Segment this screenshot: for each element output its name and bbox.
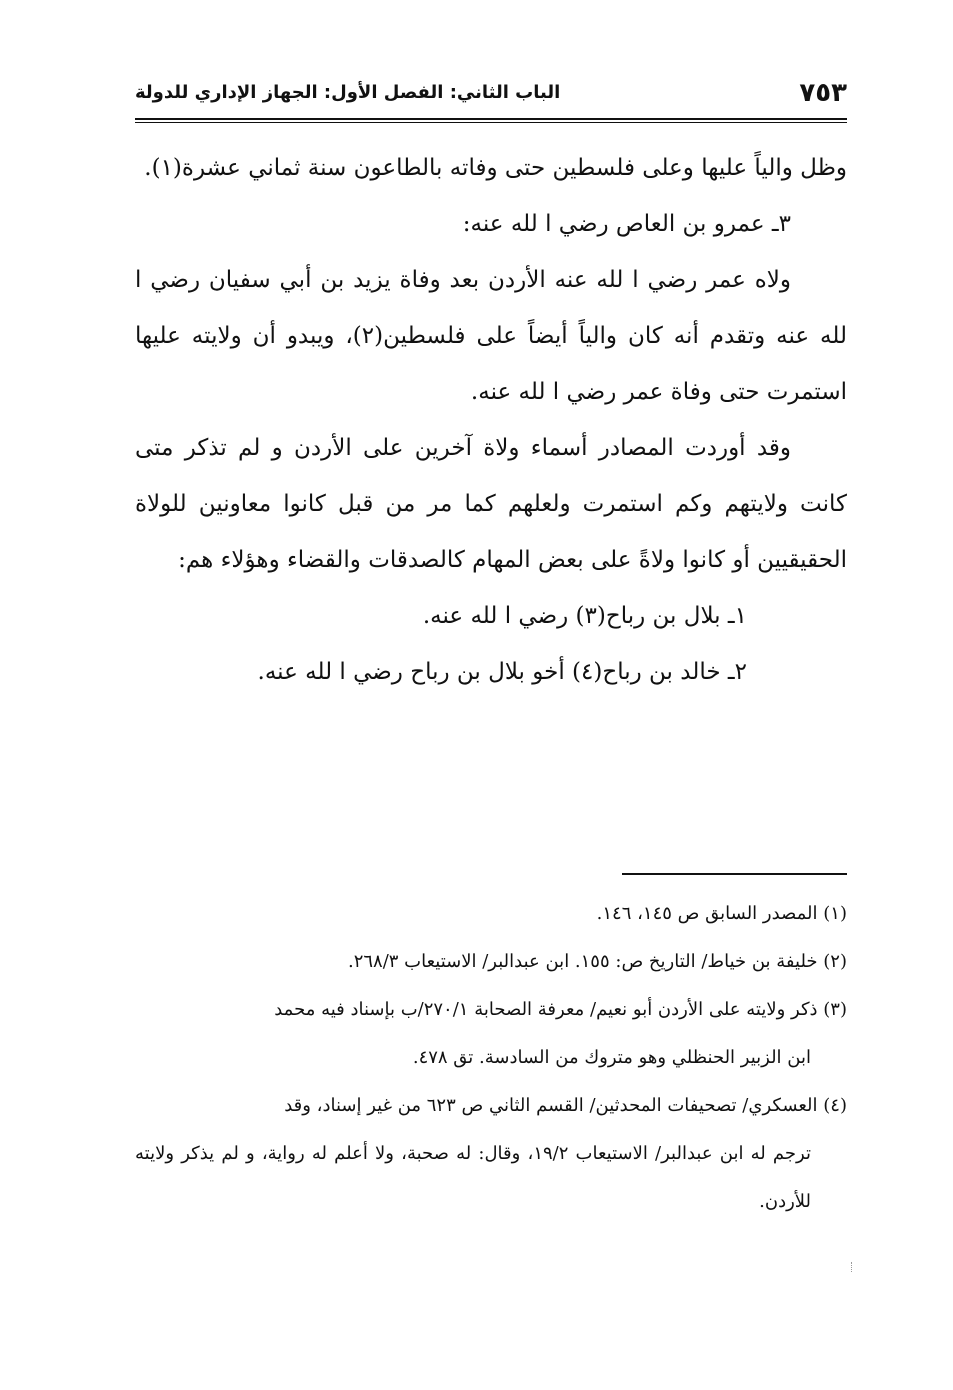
chapter-title: الباب الثاني: الفصل الأول: الجهاز الإداري للدولة [135,82,561,103]
footnote-4: (٤) العسكري/ تصحيفات المحدثين/ القسم الثاني ص ٦٢٣ من غير إسناد، وقد [284,1095,847,1116]
paragraph-continuation: وظل والياً عليها وعلى فلسطين حتى وفاته بالطاعون سنة ثماني عشرة(١). [144,155,847,181]
section-heading: ٣ـ عمرو بن العاص رضي ا لله عنه: [462,211,791,237]
footnote-4-continuation: ترجم له ابن عبدالبر/ الاستيعاب ١٩/٢، وقال: له صحبة، ولا أعلم له رواية، و لم يذكر ولايته للأردن. [135,1143,811,1212]
footnote-2: (٢) خليفة بن خياط/ التاريخ ص: ١٥٥. ابن عبدالبر/ الاستيعاب ٢٦٨/٣. [347,951,847,972]
list-item: ١ـ بلال بن رباح(٣) رضي ا لله عنه. [422,603,747,629]
page-number: ٧٥٣ [799,78,847,108]
footnote-divider [622,873,847,875]
header-divider [135,118,847,123]
footnote-1: (١) المصدر السابق ص ١٤٥، ١٤٦. [596,903,847,924]
main-text [135,140,847,700]
page-header [135,76,847,116]
footnote-3-continuation: ابن الزبير الحنظلي وهو متروك من السادسة. تق ٤٧٨. [412,1047,811,1068]
list-item: ٢ـ خالد بن رباح(٤) أخو بلال بن رباح رضي ا لله عنه. [257,659,747,685]
footnotes [135,890,847,1226]
paragraph: وقد أوردت المصادر أسماء ولاة آخرين على الأردن و لم تذكر متى كانت ولايتهم وكم استمرت ولعلهم كما مر من قبل كانوا معاونين للولاة الحقيقيين أو كانوا ولاةً على بعض المهام كالصدقات والقضاء وهؤلاء هم: [135,435,847,573]
paragraph: ولاه عمر رضي ا لله عنه الأردن بعد وفاة يزيد بن أبي سفيان رضي ا لله عنه وتقدم أنه كان والياً أيضاً على فلسطين(٢)، ويبدو أن ولايته عليها استمرت حتى وفاة عمر رضي ا لله عنه. [135,267,847,405]
scan-mark [851,1262,854,1272]
footnote-3: (٣) ذكر ولايته على الأردن أبو نعيم/ معرفة الصحابة ٢٧٠/١/ب بإسناد فيه محمد [274,999,847,1020]
